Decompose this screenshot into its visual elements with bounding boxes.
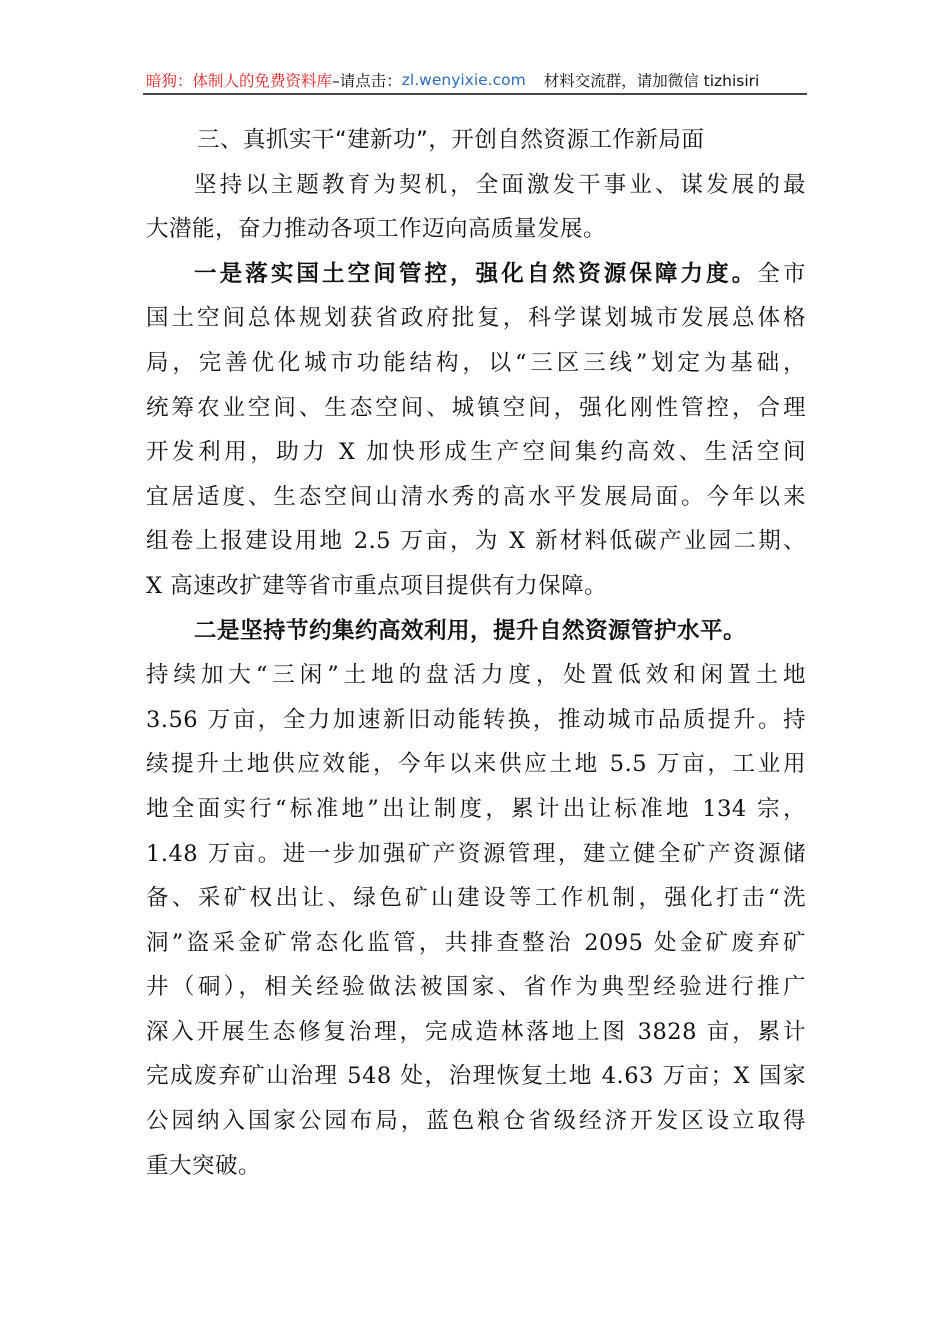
paragraph-line [146, 832, 806, 877]
line-text: 坚持以主题教育为契机，全面激发干事业、谋发展的最 [194, 171, 806, 198]
paragraph-line [146, 475, 806, 520]
line-text: 洞”盗采金矿常态化监管，共排查整治 2095 处金矿废弃矿 [146, 929, 806, 956]
paragraph-line [146, 430, 806, 475]
page-header [146, 68, 806, 92]
paragraph-line [146, 698, 806, 743]
header-divider [143, 93, 807, 95]
header-wechat-note: 材料交流群，请加微信 tizhisiri [543, 72, 760, 90]
header-site-name: 暗狗：体制人的免费资料库 [146, 72, 333, 90]
paragraph-line [146, 742, 806, 787]
paragraph-line [146, 1054, 806, 1099]
line-text: 局，完善优化城市功能结构，以“三区三线”划定为基础， [146, 349, 806, 376]
paragraph-line [146, 921, 806, 966]
line-text: 续提升土地供应效能，今年以来供应土地 5.5 万亩，工业用 [146, 751, 806, 778]
paragraph-line [146, 1099, 806, 1144]
line-text: 公园纳入国家公园布局，蓝色粮仓省级经济开发区设立取得 [146, 1108, 806, 1135]
line-text: 地全面实行“标准地”出让制度，累计出让标准地 134 宗， [146, 795, 806, 822]
paragraph-line [146, 965, 806, 1010]
paragraph-line [146, 296, 806, 341]
line-text: 深入开展生态修复治理，完成造林落地上图 3828 亩，累计 [146, 1018, 806, 1045]
paragraph-line [146, 787, 806, 832]
paragraph-line [146, 1010, 806, 1055]
paragraph-lead: 一是落实国土空间管控，强化自然资源保障力度。 [194, 260, 758, 287]
line-text: 持续加大“三闲”土地的盘活力度，处置低效和闲置土地 [146, 662, 806, 689]
line-text: 备、采矿权出让、绿色矿山建设等工作机制，强化打击“洗 [146, 885, 806, 912]
line-text: 开发利用，助力 X 加快形成生产空间集约高效、生活空间 [146, 439, 806, 466]
line-text: 宜居适度、生态空间山清水秀的高水平发展局面。今年以来 [146, 483, 806, 510]
section-title: 三、真抓实干“建新功”，开创自然资源工作新局面 [197, 127, 705, 153]
line-text: 统筹农业空间、生态空间、城镇空间，强化刚性管控，合理 [146, 394, 806, 421]
paragraph-line [146, 163, 806, 208]
line-text: 大潜能，奋力推动各项工作迈向高质量发展。 [146, 216, 607, 243]
paragraph-line [146, 876, 806, 921]
paragraph-line [146, 252, 806, 297]
line-text: 组卷上报建设用地 2.5 万亩，为 X 新材料低碳产业园二期、 [146, 528, 806, 555]
line-text: 全市 [757, 260, 806, 287]
line-text: 1.48 万亩。进一步加强矿产资源管理，建立健全矿产资源储 [146, 840, 806, 867]
line-text: X 高速改扩建等省市重点项目提供有力保障。 [146, 572, 608, 599]
document-body [146, 118, 806, 1188]
paragraph-line [146, 519, 806, 564]
paragraph-line [146, 653, 806, 698]
line-text: 重大突破。 [146, 1152, 262, 1179]
paragraph-line [146, 564, 806, 609]
paragraph-line [146, 609, 806, 654]
paragraph-lead: 二是坚持节约集约高效利用，提升自然资源管护水平。 [194, 617, 747, 644]
paragraph-line [146, 386, 806, 431]
line-text: 3.56 万亩，全力加速新旧动能转换，推动城市品质提升。持 [146, 706, 806, 733]
paragraph-line [146, 341, 806, 386]
paragraph-line [146, 1144, 806, 1189]
line-text: 国土空间总体规划获省政府批复，科学谋划城市发展总体格 [146, 305, 806, 332]
header-link[interactable]: zl.wenyixie.com [401, 71, 526, 89]
paragraph-line [146, 207, 806, 252]
line-text: 完成废弃矿山治理 548 处，治理恢复土地 4.63 万亩；X 国家 [146, 1063, 806, 1090]
header-click-prompt: –请点击： [332, 72, 402, 90]
line-text: 井（硐），相关经验做法被国家、省作为典型经验进行推广 [146, 974, 806, 1001]
